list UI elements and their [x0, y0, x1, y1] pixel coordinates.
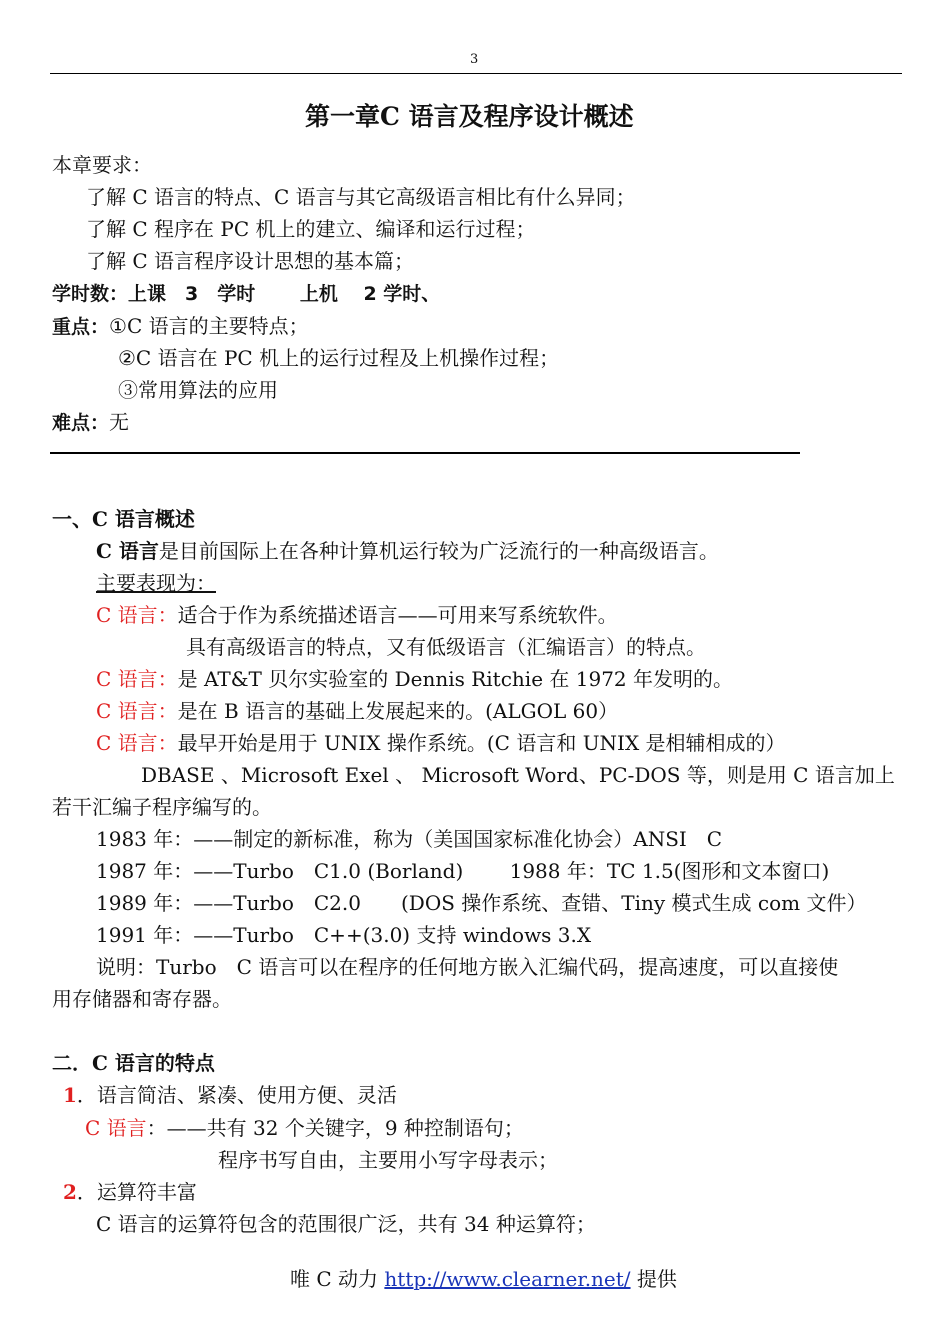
feature-item-2	[63, 1179, 197, 1205]
c-language-label: C 语言	[85, 1116, 147, 1140]
footer-prefix: 唯 C 动力	[290, 1267, 385, 1291]
chapter-title	[305, 101, 634, 133]
section-divider	[50, 452, 800, 454]
key-points-line	[52, 313, 309, 340]
requirement-item: 了解 C 语言程序设计思想的基本篇；	[86, 249, 415, 273]
feature-line	[96, 602, 618, 628]
requirement-item: 了解 C 程序在 PC 机上的建立、编译和运行过程；	[86, 217, 536, 241]
section1-intro-text: 是目前国际上在各种计算机运行较为广泛流行的一种高级语言。	[158, 539, 719, 563]
page-number: 3	[470, 52, 479, 67]
note-paragraph: 说明：Turbo C 语言可以在程序的任何地方嵌入汇编代码，提高速度，可以直接使	[96, 955, 839, 979]
chapter-title-text: C 语言及程序设计概述	[380, 102, 634, 131]
feature-text: 是 AT&T 贝尔实验室的 Dennis Ritchie 在 1972 年发明的。	[177, 667, 734, 691]
feature-text: 最早开始是用于 UNIX 操作系统。(C 语言和 UNIX 是相辅相成的）	[177, 731, 786, 755]
key-point-item: ③常用算法的应用	[118, 378, 278, 402]
feature-item-1	[63, 1082, 397, 1108]
key-point-item: ①C 语言的主要特点；	[109, 314, 309, 338]
requirement-item: 了解 C 语言的特点、C 语言与其它高级语言相比有什么异同；	[86, 185, 636, 209]
difficulty-value: 无	[109, 410, 130, 434]
timeline-item: 1987 年：——Turbo C1.0 (Borland) 1988 年：TC 1.5(图形和文本窗口)	[96, 859, 830, 883]
timeline-item: 1991 年：——Turbo C++(3.0) 支持 windows 3.X	[96, 923, 592, 947]
feature-text: 适合于作为系统描述语言——可用来写系统软件。	[177, 603, 618, 627]
difficulty-line	[52, 409, 129, 436]
section1-intro-term: C 语言	[96, 539, 159, 563]
feature-item-text: ．语言简洁、紧凑、使用方便、灵活	[76, 1083, 397, 1107]
study-hours: 学时数：上课 3 学时 上机 2 学时、	[52, 283, 441, 305]
footer-suffix: 提供	[630, 1267, 677, 1291]
footer-link[interactable]: http://www.clearner.net/	[384, 1267, 631, 1291]
c-language-label: C 语言：	[96, 667, 178, 691]
feature-detail-text: ：——共有 32 个关键字，9 种控制语句；	[146, 1116, 524, 1140]
feature-item-text: ．运算符丰富	[76, 1180, 197, 1204]
feature-detail-line	[85, 1115, 524, 1141]
feature-detail-text: 程序书写自由，主要用小写字母表示；	[218, 1148, 558, 1172]
feature-item-number: 1	[63, 1083, 77, 1107]
key-point-item: ②C 语言在 PC 机上的运行过程及上机操作过程；	[118, 346, 560, 370]
timeline-item: 1989 年：——Turbo C2.0 (DOS 操作系统、查错、Tiny 模式生成 com 文件）	[96, 891, 867, 915]
c-language-label: C 语言：	[96, 603, 178, 627]
feature-text: 是在 B 语言的基础上发展起来的。(ALGOL 60）	[177, 699, 619, 723]
c-language-label: C 语言：	[96, 731, 178, 755]
feature-line	[96, 698, 618, 724]
header-rule	[50, 73, 902, 74]
feature-item-number: 2	[63, 1180, 77, 1204]
section1-intro	[96, 538, 719, 564]
section2-heading: 二．C 语言的特点	[52, 1051, 215, 1075]
dbase-paragraph: DBASE 、Microsoft Exel 、 Microsoft Word、PC-DOS 等，则是用 C 语言加上	[141, 763, 895, 787]
feature-detail-text: C 语言的运算符包含的范围很广泛，共有 34 种运算符；	[96, 1212, 596, 1236]
section1-heading: 一、C 语言概述	[52, 507, 195, 531]
feature-line	[96, 730, 786, 756]
timeline-item: 1983 年：——制定的新标准，称为（美国国家标准化协会）ANSI C	[96, 827, 723, 851]
requirements-heading: 本章要求：	[52, 153, 152, 177]
c-language-label: C 语言：	[96, 699, 178, 723]
chapter-title-number: 第一章	[305, 102, 381, 131]
footer	[290, 1266, 677, 1292]
dbase-paragraph-cont: 若干汇编子程序编写的。	[52, 795, 272, 819]
key-points-label: 重点：	[52, 316, 110, 338]
feature-text: 具有高级语言的特点，又有低级语言（汇编语言）的特点。	[186, 635, 706, 659]
feature-line	[96, 666, 733, 692]
difficulty-label: 难点：	[52, 412, 110, 434]
note-paragraph-cont: 用存储器和寄存器。	[52, 987, 232, 1011]
main-features-label: 主要表现为：	[96, 571, 216, 595]
